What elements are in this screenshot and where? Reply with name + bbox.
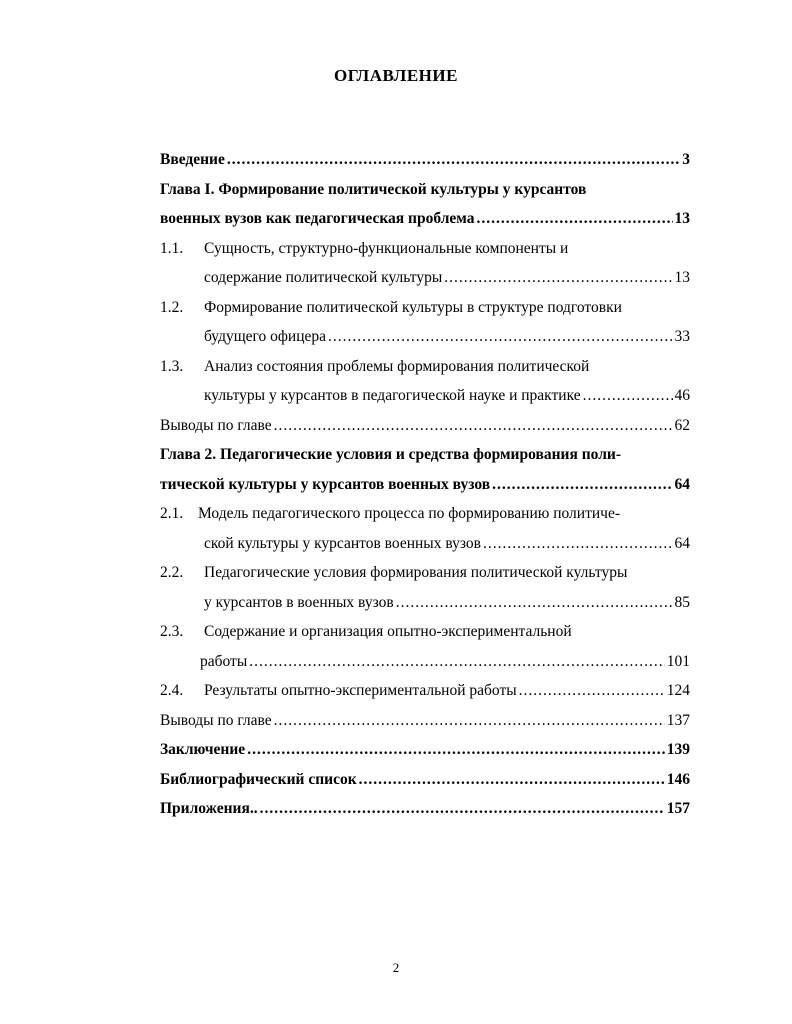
toc-entry-chapter1[interactable]: Глава I. Формирование политической культуры у курсантов bbox=[160, 180, 587, 198]
toc-entry-2-3[interactable]: 2.3. Содержание и организация опытно-экспериментальной bbox=[160, 623, 572, 640]
toc-entry-2-4[interactable]: 2.4. Результаты опытно-экспериментальной работы ..... 124 bbox=[160, 676, 690, 706]
toc-entry-1-2[interactable]: 1.2. Формирование политической культуры в структуре подготовки bbox=[160, 298, 622, 316]
toc-page: 146 bbox=[666, 770, 690, 788]
toc-entry-2-3-cont[interactable]: работы ..... 101 bbox=[160, 647, 690, 677]
toc-entry-2-1[interactable]: 2.1. Модель педагогического процесса по формированию политиче- bbox=[160, 505, 620, 522]
toc-entry-conclusions-2[interactable]: Выводы по главе ..... 137 bbox=[160, 706, 690, 736]
toc-page: 139 bbox=[666, 741, 690, 758]
toc-page: 101 bbox=[666, 652, 690, 670]
toc-page: 64 bbox=[674, 475, 690, 493]
toc-entry-1-3-cont[interactable]: культуры у курсантов в педагогической науке и практике ..... 46 bbox=[160, 381, 690, 411]
toc-page: 33 bbox=[674, 328, 690, 345]
toc-page: 124 bbox=[666, 682, 690, 699]
toc-page: 157 bbox=[666, 800, 690, 817]
toc-entry-appendix[interactable]: Приложения.. ..... 157 bbox=[160, 794, 690, 824]
toc-page: 3 bbox=[682, 151, 690, 168]
toc-page: 137 bbox=[666, 711, 690, 729]
toc-entry-2-1-cont[interactable]: ской культуры у курсантов военных вузов ..... 64 bbox=[160, 529, 690, 559]
toc-entry-1-1[interactable]: 1.1. Сущность, структурно-функциональные компоненты и bbox=[160, 239, 569, 257]
toc-page: 13 bbox=[674, 210, 690, 227]
toc-entry-chapter1-cont[interactable]: военных вузов как педагогическая проблема ..... 13 bbox=[160, 204, 690, 234]
toc-entry-2-2-cont[interactable]: у курсантов в военных вузов ..... 85 bbox=[160, 588, 690, 618]
toc-entry-bibliography[interactable]: Библиографический список ..... 146 bbox=[160, 765, 690, 795]
page-number: 2 bbox=[392, 960, 400, 975]
page-title: ОГЛАВЛЕНИЕ bbox=[334, 66, 458, 85]
toc-entry-conclusions-1[interactable]: Выводы по главе ..... 62 bbox=[160, 411, 690, 441]
toc-entry-1-3[interactable]: 1.3. Анализ состояния проблемы формирования политической bbox=[160, 357, 590, 375]
toc-entry-2-2[interactable]: 2.2. Педагогические условия формирования политической культуры bbox=[160, 564, 628, 581]
toc-page: 85 bbox=[674, 593, 690, 611]
toc-page: 62 bbox=[674, 416, 690, 434]
toc-entry-chapter2-cont[interactable]: тической культуры у курсантов военных вузов ..... 64 bbox=[160, 470, 690, 500]
toc-entry-1-1-cont[interactable]: содержание политической культуры ..... 13 bbox=[160, 263, 690, 293]
toc-page: 46 bbox=[674, 387, 690, 404]
toc-entry-1-2-cont[interactable]: будущего офицера ..... 33 bbox=[160, 322, 690, 352]
toc-entry-intro[interactable]: Введение ..... 3 bbox=[160, 145, 690, 175]
toc-page: 64 bbox=[674, 534, 690, 552]
toc-entry-conclusion[interactable]: Заключение ..... 139 bbox=[160, 735, 690, 765]
table-of-contents bbox=[160, 145, 690, 824]
toc-entry-chapter2[interactable]: Глава 2. Педагогические условия и средства формирования поли- bbox=[160, 446, 621, 463]
toc-page: 13 bbox=[674, 269, 690, 286]
